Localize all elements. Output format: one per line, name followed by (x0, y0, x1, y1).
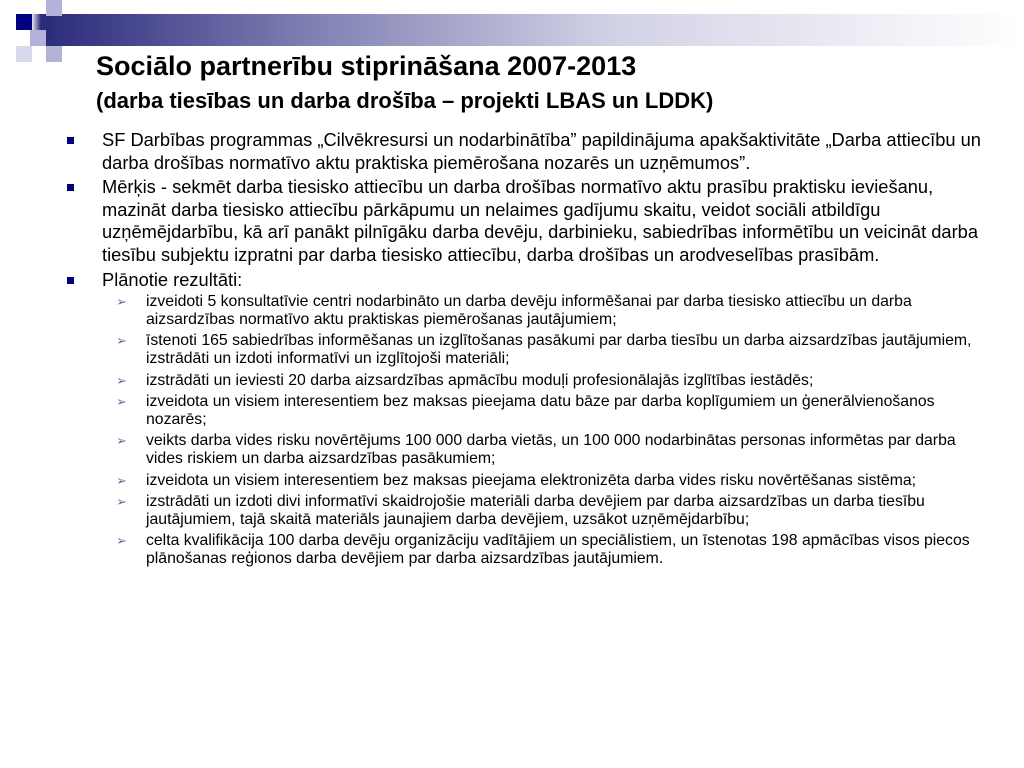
bullet-program (66, 129, 996, 174)
bullet-results-heading (66, 269, 996, 292)
result-text: izveidota un visiem interesentiem bez maksas pieejama datu bāze par darba koplīgumiem un ģenerālvienošanos nozarēs; (146, 393, 935, 428)
result-item (66, 532, 996, 567)
header-gradient-bar (0, 14, 1024, 46)
result-item (66, 332, 996, 367)
slide-subtitle: (darba tiesības un darba drošība – projekti LBAS un LDDK) (96, 88, 714, 113)
square-light-bottom-left (16, 46, 32, 62)
result-text: veikts darba vides risku novērtējums 100 000 darba vietās, un 100 000 nodarbinātas personas informētas par darba vides riskiem un darba aizsardzības pasākumiem; (146, 432, 956, 467)
result-item (66, 393, 996, 428)
result-text: izveidoti 5 konsultatīvie centri nodarbināto un darba devēju informēšanai par darba tiesisko attiecību un darba aizsardzības normatīvo aktu praktiskas piemērošanas jautājumiem; (146, 293, 912, 328)
arrow-bullet-icon: ➢ (116, 533, 127, 549)
result-item (66, 472, 996, 490)
result-text: celta kvalifikācija 100 darba devēju organizāciju vadītājiem un speciālistiem, un īstenotas 198 apmācības visos piecos plānošanas reģionos darba devējiem par darba aizsardzības jautājumiem. (146, 532, 970, 567)
square-light-middle (30, 30, 46, 46)
square-bullet-icon (67, 137, 74, 144)
square-light-top-right (46, 0, 62, 16)
slide-title: Sociālo partnerību stiprināšana 2007-2013 (96, 51, 637, 81)
slide-content (66, 129, 996, 571)
bullet-text: Mērķis - sekmēt darba tiesisko attiecību un darba drošības normatīvo aktu prasību praktisku ieviešanu, mazināt darba tiesisko attiecību pārkāpumu un nelaimes gadījumu skaitu, veidot sociāli atbildīgu uzņēmējdarbību, kā arī panākt pilnīgāku darba devēju, darbinieku, sabiedrības informētību un veicināt darba tiesību subjektu izpratni par darba tiesisko attiecību, darba drošības un arodveselības prasībām. (102, 176, 979, 265)
arrow-bullet-icon: ➢ (116, 372, 127, 388)
arrow-bullet-icon: ➢ (116, 294, 127, 310)
arrow-bullet-icon: ➢ (116, 394, 127, 410)
result-text: īstenoti 165 sabiedrības informēšanas un izglītošanas pasākumi par darba tiesību un darba aizsardzības jautājumiem, izstrādāti un izdoti informatīvi un izglītojoši materiāli; (146, 332, 972, 367)
result-item (66, 372, 996, 390)
bullet-text: Plānotie rezultāti: (102, 268, 243, 290)
arrow-bullet-icon: ➢ (116, 433, 127, 449)
result-text: izstrādāti un izdoti divi informatīvi skaidrojošie materiāli darba devējiem par darba aizsardzības un darba tiesību jautājumiem, tajā skaitā materiāls jaunajiem darba devējiem, uzsākot uzņēmējdarbību; (146, 493, 925, 528)
arrow-bullet-icon: ➢ (116, 494, 127, 510)
square-bullet-icon (67, 184, 74, 191)
square-bullet-icon (67, 277, 74, 284)
arrow-bullet-icon: ➢ (116, 333, 127, 349)
result-text: izveidota un visiem interesentiem bez maksas pieejama elektronizēta darba vides risku novērtēšanas sistēma; (146, 471, 917, 489)
bullet-text: SF Darbības programmas „Cilvēkresursi un nodarbinātība” papildinājuma apakšaktivitāte „Darba attiecību un darba drošības normatīvo aktu praktiska piemērošana nozarēs un uzņēmumos”. (102, 129, 981, 173)
result-text: izstrādāti un ieviesti 20 darba aizsardzības apmācību moduļi profesionālajās izglītības iestādēs; (146, 371, 814, 389)
result-item (66, 293, 996, 328)
arrow-bullet-icon: ➢ (116, 472, 127, 488)
square-navy-top (16, 14, 32, 30)
bullet-goal (66, 176, 996, 266)
result-item (66, 493, 996, 528)
square-light-lower (46, 46, 62, 62)
result-item (66, 432, 996, 467)
